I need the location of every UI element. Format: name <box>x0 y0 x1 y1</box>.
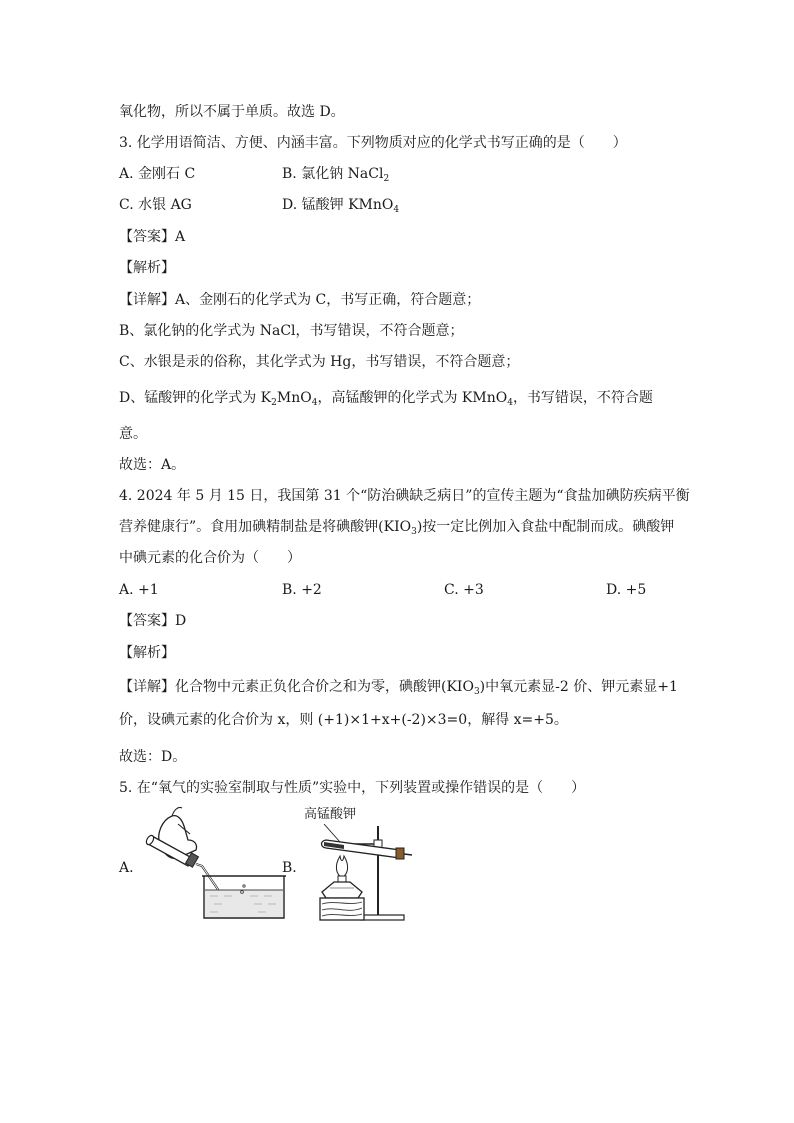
q3-detail-a: 【详解】A、金刚石的化学式为 C，书写正确，符合题意； <box>119 292 481 308</box>
q4-detail-line2: 价，设碘元素的化合价为 x，则 (+1)×1+x+(-2)×3=0，解得 x=+5。 <box>119 712 568 728</box>
q4-stem-line3: 中碘元素的化合价为（ ） <box>119 550 301 566</box>
q5-stem: 5. 在“氧气的实验室制取与性质”实验中，下列装置或操作错误的是（ ） <box>119 780 586 796</box>
q4-stem-line2: 营养健康行”。食用加碘精制盐是将碘酸钾$(KIO_3)$按一定比例加入食盐中配制而成。碘酸钾 <box>119 519 675 537</box>
q3-option-d: D. 锰酸钾 KMnO$_4$ <box>282 197 400 215</box>
q3-detail-c: C、水银是汞的俗称，其化学式为 Hg，书写错误，不符合题意； <box>119 354 520 370</box>
q3-answer: 【答案】A <box>119 229 186 245</box>
q4-stem-line1: 4. 2024 年 5 月 15 日，我国第 31 个“防治碘缺乏病日”的宣传主题为“食盐加碘防疾病平衡 <box>119 488 690 504</box>
q3-option-b: B. 氯化钠 NaCl$_2$ <box>282 166 390 184</box>
q4-option-b: B. +2 <box>282 582 322 598</box>
q4-analysis-title: 【解析】 <box>119 645 175 661</box>
water-trough <box>202 876 286 918</box>
flame <box>336 856 347 878</box>
wooden-block <box>320 898 364 920</box>
alcohol-lamp <box>322 876 362 898</box>
q3-option-c: C. 水银 AG <box>119 197 192 213</box>
q3-detail-d-wrap: 意。 <box>119 426 147 442</box>
q4-detail-line1: 【详解】化合物中元素正负化合价之和为零，碘酸钾$(KIO_3)$中氧元素显-2 价、钾元素显+1 <box>119 679 678 697</box>
figure-a-airtight-check <box>138 806 288 922</box>
q3-conclusion: 故选：A。 <box>119 457 186 473</box>
q4-option-c: C. +3 <box>444 582 484 598</box>
q3-analysis-title: 【解析】 <box>119 260 175 276</box>
q5-figure-b-label: B. <box>282 860 297 876</box>
q3-stem: 3. 化学用语简洁、方便、内涵丰富。下列物质对应的化学式书写正确的是（ ） <box>119 135 627 151</box>
caption-pointer <box>324 824 340 842</box>
continuation-text: 氧化物，所以不属于单质。故选 D。 <box>119 104 345 120</box>
q4-option-d: D. +5 <box>606 582 647 598</box>
q5-figure-a-label: A. <box>119 860 134 876</box>
q4-conclusion: 故选：D。 <box>119 749 187 765</box>
q5-figure-b-caption: 高锰酸钾 <box>304 807 357 822</box>
q3-detail-b: B、氯化钠的化学式为 NaCl，书写错误，不符合题意； <box>119 323 464 339</box>
q3-option-a: A. 金刚石 C <box>119 166 196 182</box>
figure-b-heating-apparatus <box>300 824 420 922</box>
q4-option-a: A. +1 <box>119 582 159 598</box>
q3-detail-d: D、锰酸钾的化学式为 $K_2MnO_4$，高锰酸钾的化学式为 KMnO$_4$，书写错误，不符合题 <box>119 390 653 408</box>
heated-test-tube <box>322 840 413 859</box>
q4-answer: 【答案】D <box>119 613 187 629</box>
